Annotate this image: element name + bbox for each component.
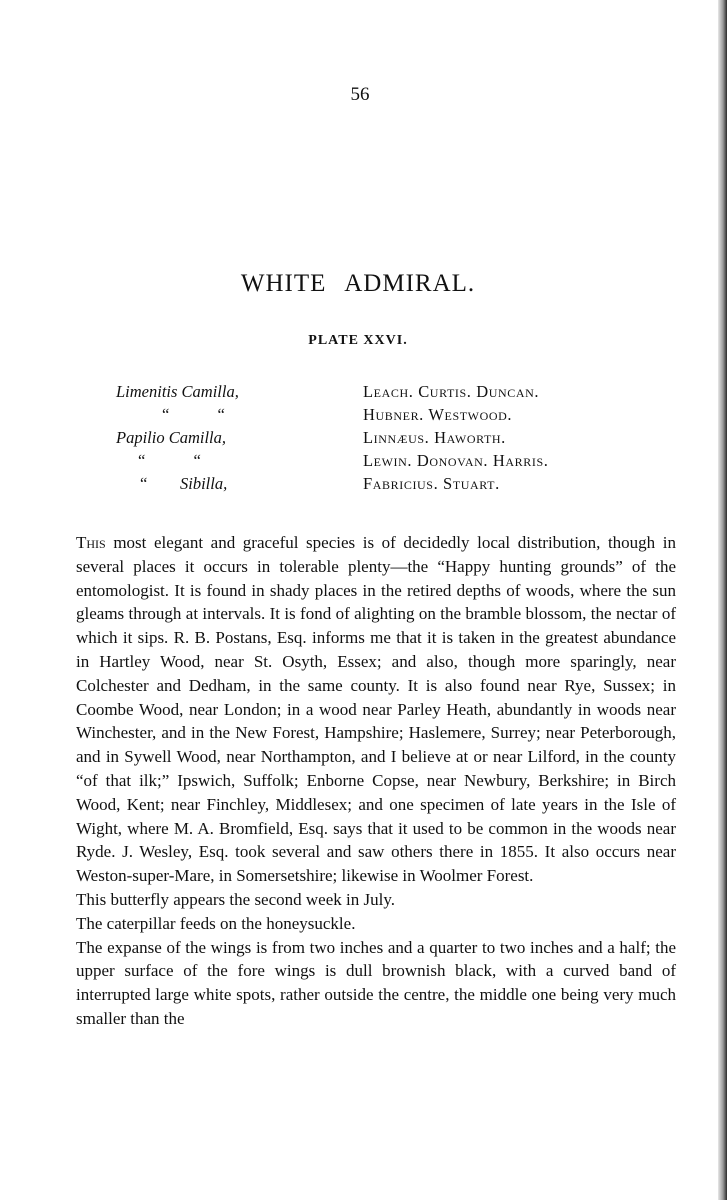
paragraph-text: most elegant and graceful species is of decidedly local distribution, though in several places it occurs in tolerable plenty—the “Happy hunting grounds” of the entomologist. It is found in shady places in the retired depths of woods, where the sun gleams through at intervals. It is fond of alighting on the bramble blossom, the nectar of which it sips. R. B. Postans, Esq. informs me that it is taken in the greatest abundance in Hartley Wood, near St. Osyth, Essex; and also, though more sparingly, near Colchester and Dedham, in the same county. It is also found near Rye, Sussex; in Coombe Wood, near London; in a wood near Parley Heath, abundantly in woods near Winchester, and in the New Forest, Hampshire; Haslemere, Surrey; near Peterborough, and in Sywell Wood, near Northampton, and I believe at or near Lilford, in the county “of that ilk;” Ipswich, Suffolk; Enborne Copse, near Newbury, Berkshire; in Birch Wood, Kent; near Finchley, Middlesex; and one specimen of late years in the Isle of Wight, where M. A. Bromfield, Esq. says that it used to be common in the woods near Ryde. J. Wesley, Esq. took several and saw others there in 1855. It also occurs near Weston-super-Mare, in Somersetshire; likewise in Woolmer Forest. [76, 533, 676, 886]
lead-word: This [76, 533, 106, 552]
synonymy-row [116, 428, 676, 451]
paragraph: The expanse of the wings is from two inches and a quarter to two inches and a half; the upper surface of the fore wings is dull brownish black, with a curved band of interrupted large white spots, rather outside the centre, the middle one being very much smaller than the [76, 937, 676, 1028]
ditto-marks: “ “ [162, 405, 225, 424]
synonymy-row [116, 474, 676, 497]
ditto-marks: “ [140, 474, 148, 493]
paragraph [76, 531, 676, 888]
synonym-name: Limenitis Camilla, [116, 382, 239, 401]
page-number: 56 [350, 84, 370, 105]
synonymy-row [116, 451, 676, 474]
synonym-authors: Linnæus. Haworth. [363, 428, 506, 447]
synonymy-row [116, 405, 676, 428]
synonym-authors: Fabricius. Stuart. [363, 474, 500, 493]
body-text [76, 531, 676, 1031]
plate-label: PLATE XXVI. [308, 333, 408, 348]
synonymy-row [116, 382, 676, 405]
paragraph: The caterpillar feeds on the honeysuckle. [76, 913, 356, 933]
page-title: WHITE ADMIRAL. [240, 270, 476, 297]
synonym-name: Sibilla, [180, 474, 228, 493]
synonym-name: Papilio Camilla, [116, 428, 227, 447]
synonymy-list [116, 382, 676, 497]
synonym-authors: Leach. Curtis. Duncan. [363, 382, 540, 401]
synonym-authors: Lewin. Donovan. Harris. [363, 451, 549, 470]
page-edge-shadow [718, 0, 727, 1200]
paragraph: This butterfly appears the second week in July. [76, 889, 395, 909]
ditto-marks: “ “ [138, 451, 201, 470]
synonym-authors: Hubner. Westwood. [363, 405, 513, 424]
